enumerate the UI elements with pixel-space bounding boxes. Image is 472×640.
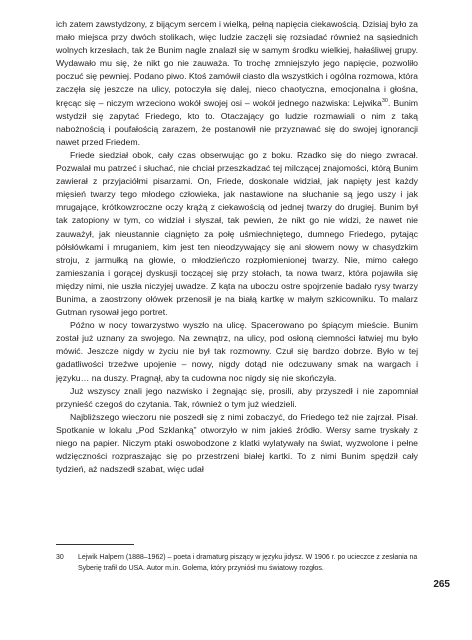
page-number: 265 — [433, 579, 450, 590]
paragraph: Friede siedział obok, cały czas obserwując go z boku. Rzadko się do niego zwracał. Pozwalał mu patrzeć i słuchać, nie chciał przeszkadzać tej milczącej znajomości, którą Bunim zawierał z przyjaciółmi pisarzami. On, Friede, doskonale widział, jak napięty jest każdy mięsień twarzy tego młodego człowieka, jak nastawione na słuchanie są jego uszy i jak mrugające, krótkowzroczne oczy krążą z ciekawością od jednej twarzy do drugiej. Bunim był tak zatopiony w tym, co widział i słyszał, tak pewien, że nikt go nie widzi, że nawet nie zauważył, jak nieustannie ciągnięto za połę uśmiechniętego, dumnego Friedego, pytając półsłówkami i mruganiem, kim jest ten nieodzywający się ani słowem nowy w chasydzkim stroju, z jarmułką na głowie, o młodzieńczo rozpłomienionej twarzy. Nie, mimo całego zamieszania i gorącej dyskusji toczącej się przy stołach, ta nowa twarz, która pojawiła się między nimi, nie uszła niczyjej uwadze. Z kąta na uboczu ostre spojrzenie badało rysy twarzy Bunima, a zaostrzony ołówek przenosił je na białą kartkę w małym szkicowniku. To malarz Gutman rysował jego portret. — [56, 149, 418, 318]
paragraph: Najbliższego wieczoru nie poszedł się z nimi zobaczyć, do Friedego też nie zajrzał. Pisał. Spotkanie w lokalu „Pod Szklanką” otworzyło w nim jakieś źródło. Wersy same tryskały z niego na papier. Niczym ptaki oswobodzone z klatki wylatywały na świat, wyzwolone i pełne wdzięczności rozpraszając się po przestrzeni białej kartki. To z nimi Bunim spędził cały tydzień, aż nadszedł szabat, więc udał — [56, 411, 418, 475]
footnote-divider — [56, 544, 134, 545]
paragraph — [56, 18, 418, 149]
main-text — [56, 18, 418, 476]
paragraph: Już wszyscy znali jego nazwisko i żegnając się, prosili, aby przyszedł i nie zapomniał przynieść czegoś do czytania. Tak, również o tym już wiedzieli. — [56, 385, 418, 409]
paragraph-text: ich zatem zawstydzony, z bijącym sercem i wielką, pełną napięcia ciekawością. Dzisiaj było za mało miejsca przy dwóch stolikach, więc ludzie zaczęli się rozsiadać również na sąsiednich wolnych krzesłach, tak że Bunim nagle znalazł się w samym środku wielkiej, hałaśliwej grupy. Wydawało mu się, że nikt go nie zauważa. To trochę zmniejszyło jego napięcie, pozwoliło poczuć się pewniej. Podano piwo. Ktoś zamówił ciasto dla wszystkich i ogólna rozmowa, która zaczęła się jeszcze na ulicy, potoczyła się dalej, nieco chaotyczna, emocjonalna i głośna, kręcąc się – niczym wrzeciono wokół swojej osi – wokół jednego nazwiska: Lejwika — [56, 19, 418, 108]
footnote-number: 30 — [56, 554, 64, 561]
footnote-text: Lejwik Halpern (1888–1962) – poeta i dramaturg piszący w języku jidysz. W 1906 r. po ucieczce z zesłania na Syberię trafił do USA. Autor m.in. Golema, który przyniósł mu światowy rozgłos. — [78, 554, 418, 572]
footnote-reference: 30 — [381, 97, 388, 104]
footnotes — [56, 544, 418, 574]
footnote — [56, 553, 418, 574]
paragraph: Późno w nocy towarzystwo wyszło na ulicę. Spacerowano po śpiącym mieście. Bunim został już uznany za swojego. Na zewnątrz, na ulicy, pod osłoną ciemności łatwiej mu było mówić. Jeszcze nigdy w życiu nie był tak rozmowny. Czuł się bardzo dobrze. Było w tej gadatliwości trzeźwe upojenie – nowy, nigdy dotąd nie odczuwany smak na wargach i języku… na duszy. Pragnął, aby ta cudowna noc nigdy się nie skończyła. — [56, 320, 418, 383]
paragraph-text-continued: . Bunim wstydził się zapytać Friedego, kto to. Otaczający go ludzie rozmawiali o nim z taką nabożnością i poufałością zarazem, że postanowił nie przyznawać się do swojej ignorancji nawet przed Friedem. — [56, 97, 418, 147]
